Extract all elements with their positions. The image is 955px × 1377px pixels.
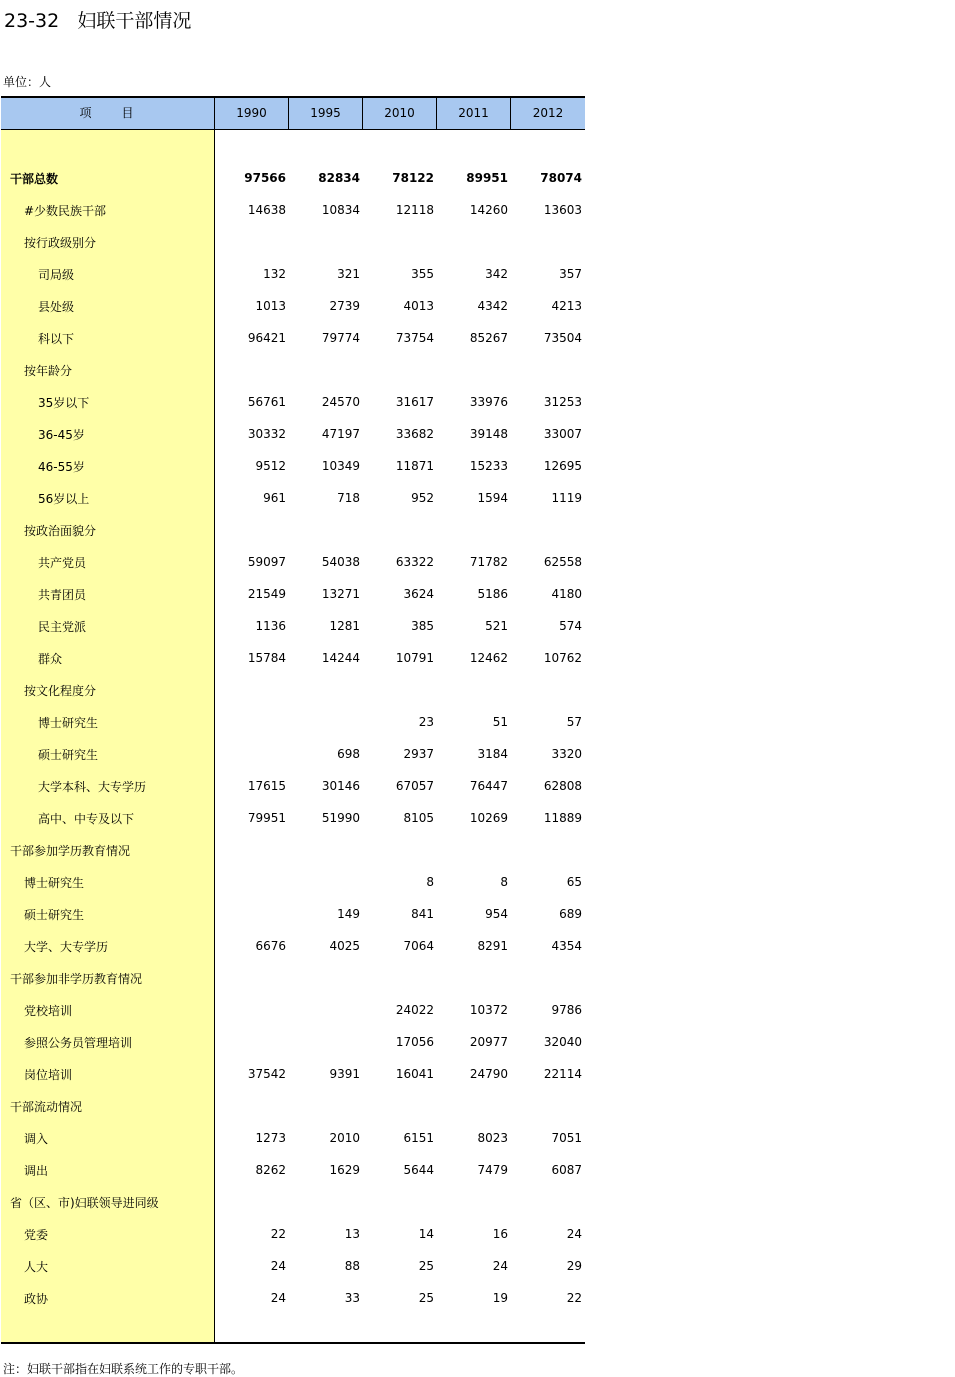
cell-value: 12695 — [543, 459, 582, 473]
row-label: 干部流动情况 — [10, 1099, 83, 1114]
data-table — [1, 96, 585, 1344]
row-label: 干部总数 — [10, 171, 59, 186]
cell-value: 73504 — [543, 331, 582, 345]
cell-value: 4013 — [403, 299, 434, 313]
cell-value: 8291 — [477, 939, 508, 953]
cell-value: 56761 — [247, 395, 286, 409]
row-label: 按文化程度分 — [24, 683, 97, 698]
row-label: 调入 — [24, 1131, 49, 1146]
cell-value: 7064 — [403, 939, 434, 953]
cell-value: 78122 — [392, 171, 434, 185]
cell-value: 13271 — [321, 587, 360, 601]
cell-value: 689 — [559, 907, 582, 921]
cell-value: 5186 — [477, 587, 508, 601]
row-label: 群众 — [38, 651, 63, 666]
cell-value: 51990 — [321, 811, 360, 825]
cell-value: 149 — [337, 907, 360, 921]
cell-value: 1281 — [329, 619, 360, 633]
cell-value: 12118 — [395, 203, 434, 217]
cell-value: 9391 — [329, 1067, 360, 1081]
cell-value: 1594 — [477, 491, 508, 505]
table-row — [1, 1122, 585, 1154]
table-row — [1, 258, 585, 290]
cell-value: 22 — [566, 1291, 582, 1305]
cell-value: 31617 — [395, 395, 434, 409]
cell-value: 14638 — [247, 203, 286, 217]
cell-value: 23 — [418, 715, 434, 729]
cell-value: 954 — [485, 907, 508, 921]
cell-value: 22114 — [543, 1067, 582, 1081]
cell-value: 20977 — [469, 1035, 508, 1049]
cell-value: 132 — [263, 267, 286, 281]
cell-value: 24 — [492, 1259, 508, 1273]
cell-value: 342 — [485, 267, 508, 281]
cell-value: 12462 — [469, 651, 508, 665]
table-row — [1, 514, 585, 546]
cell-value: 952 — [411, 491, 434, 505]
table-row — [1, 290, 585, 322]
cell-value: 25 — [418, 1291, 434, 1305]
cell-value: 65 — [566, 875, 582, 889]
cell-value: 2010 — [329, 1131, 360, 1145]
header-year-1995: 1995 — [289, 98, 363, 129]
cell-value: 8262 — [255, 1163, 286, 1177]
row-label: 博士研究生 — [38, 715, 99, 730]
cell-value: 321 — [337, 267, 360, 281]
cell-value: 15784 — [247, 651, 286, 665]
cell-value: 24022 — [395, 1003, 434, 1017]
table-header — [1, 98, 585, 130]
row-label: 按行政级别分 — [24, 235, 97, 250]
row-label: 博士研究生 — [24, 875, 85, 890]
cell-value: 6151 — [403, 1131, 434, 1145]
cell-value: 1273 — [255, 1131, 286, 1145]
cell-value: 10372 — [469, 1003, 508, 1017]
header-year-2011: 2011 — [437, 98, 511, 129]
cell-value: 2937 — [403, 747, 434, 761]
cell-value: 33 — [344, 1291, 360, 1305]
table-row — [1, 226, 585, 258]
table-row — [1, 1250, 585, 1282]
row-label: 调出 — [24, 1163, 49, 1178]
cell-value: 25 — [418, 1259, 434, 1273]
cell-value: 14244 — [321, 651, 360, 665]
table-row — [1, 418, 585, 450]
cell-value: 3320 — [551, 747, 582, 761]
row-label: 36-45岁 — [38, 427, 85, 442]
cell-value: 8 — [426, 875, 434, 889]
cell-value: 29 — [566, 1259, 582, 1273]
row-label: 人大 — [24, 1259, 49, 1274]
cell-value: 62808 — [543, 779, 582, 793]
cell-value: 17615 — [247, 779, 286, 793]
cell-value: 357 — [559, 267, 582, 281]
cell-value: 78074 — [540, 171, 582, 185]
page-title: 23-32 妇联干部情况 — [4, 10, 192, 32]
cell-value: 97566 — [244, 171, 286, 185]
cell-value: 24570 — [321, 395, 360, 409]
cell-value: 85267 — [469, 331, 508, 345]
table-row — [1, 802, 585, 834]
table-row — [1, 834, 585, 866]
row-label: 党委 — [24, 1227, 49, 1242]
cell-value: 4025 — [329, 939, 360, 953]
cell-value: 24 — [270, 1259, 286, 1273]
cell-value: 961 — [263, 491, 286, 505]
table-row — [1, 994, 585, 1026]
cell-value: 3624 — [403, 587, 434, 601]
table-row — [1, 1026, 585, 1058]
table-row — [1, 674, 585, 706]
row-label: #少数民族干部 — [24, 203, 107, 218]
cell-value: 16041 — [395, 1067, 434, 1081]
cell-value: 62558 — [543, 555, 582, 569]
cell-value: 17056 — [395, 1035, 434, 1049]
cell-value: 1013 — [255, 299, 286, 313]
cell-value: 3184 — [477, 747, 508, 761]
cell-value: 574 — [559, 619, 582, 633]
cell-value: 2739 — [329, 299, 360, 313]
table-row — [1, 386, 585, 418]
table-row — [1, 450, 585, 482]
cell-value: 63322 — [395, 555, 434, 569]
table-row — [1, 1058, 585, 1090]
row-label: 干部参加学历教育情况 — [10, 843, 131, 858]
table-row — [1, 962, 585, 994]
cell-value: 33007 — [543, 427, 582, 441]
row-label: 大学本科、大专学历 — [38, 779, 147, 794]
cell-value: 10791 — [395, 651, 434, 665]
cell-value: 31253 — [543, 395, 582, 409]
table-row — [1, 322, 585, 354]
cell-value: 89951 — [466, 171, 508, 185]
cell-value: 73754 — [395, 331, 434, 345]
row-label: 大学、大专学历 — [24, 939, 109, 954]
table-row — [1, 706, 585, 738]
cell-value: 355 — [411, 267, 434, 281]
table-row — [1, 578, 585, 610]
cell-value: 10349 — [321, 459, 360, 473]
row-label: 省（区、市)妇联领导进同级 — [10, 1195, 159, 1210]
row-label: 党校培训 — [24, 1003, 73, 1018]
cell-value: 88 — [344, 1259, 360, 1273]
header-year-2010: 2010 — [363, 98, 437, 129]
cell-value: 9512 — [255, 459, 286, 473]
cell-value: 11889 — [543, 811, 582, 825]
cell-value: 9786 — [551, 1003, 582, 1017]
cell-value: 82834 — [318, 171, 360, 185]
cell-value: 21549 — [247, 587, 286, 601]
cell-value: 13 — [344, 1227, 360, 1241]
unit-label: 单位：人 — [3, 75, 52, 89]
header-year-2012: 2012 — [532, 106, 564, 120]
row-label: 参照公务员管理培训 — [24, 1035, 133, 1050]
table-row — [1, 162, 585, 194]
table-row — [1, 1090, 585, 1122]
cell-value: 4342 — [477, 299, 508, 313]
cell-value: 4180 — [551, 587, 582, 601]
row-label: 共产党员 — [38, 555, 87, 570]
cell-value: 15233 — [469, 459, 508, 473]
row-label: 岗位培训 — [24, 1067, 73, 1082]
table-row — [1, 1218, 585, 1250]
table-row — [1, 738, 585, 770]
cell-value: 67057 — [395, 779, 434, 793]
table-row — [1, 546, 585, 578]
row-label: 按政治面貌分 — [24, 523, 97, 538]
table-row — [1, 354, 585, 386]
table-row — [1, 1282, 585, 1314]
table-row — [1, 930, 585, 962]
row-label: 硕士研究生 — [38, 747, 99, 762]
cell-value: 14 — [418, 1227, 434, 1241]
cell-value: 96421 — [247, 331, 286, 345]
table-row — [1, 898, 585, 930]
cell-value: 47197 — [321, 427, 360, 441]
row-label: 干部参加非学历教育情况 — [10, 971, 143, 986]
header-item: 项 目 — [1, 98, 215, 129]
cell-value: 4354 — [551, 939, 582, 953]
cell-value: 24 — [566, 1227, 582, 1241]
cell-value: 8023 — [477, 1131, 508, 1145]
cell-value: 10834 — [321, 203, 360, 217]
table-row — [1, 194, 585, 226]
row-label: 高中、中专及以下 — [38, 811, 135, 826]
cell-value: 841 — [411, 907, 434, 921]
table-row — [1, 866, 585, 898]
row-label: 56岁以上 — [38, 491, 90, 506]
cell-value: 30146 — [321, 779, 360, 793]
cell-value: 4213 — [551, 299, 582, 313]
cell-value: 22 — [270, 1227, 286, 1241]
cell-value: 6676 — [255, 939, 286, 953]
cell-value: 30332 — [247, 427, 286, 441]
row-label: 按年龄分 — [24, 363, 73, 378]
table-body — [1, 162, 585, 1314]
cell-value: 32040 — [543, 1035, 582, 1049]
cell-value: 698 — [337, 747, 360, 761]
cell-value: 1119 — [551, 491, 582, 505]
cell-value: 54038 — [321, 555, 360, 569]
cell-value: 11871 — [395, 459, 434, 473]
cell-value: 51 — [492, 715, 508, 729]
cell-value: 521 — [485, 619, 508, 633]
cell-value: 59097 — [247, 555, 286, 569]
table-row — [1, 610, 585, 642]
cell-value: 14260 — [469, 203, 508, 217]
cell-value: 79774 — [321, 331, 360, 345]
cell-value: 385 — [411, 619, 434, 633]
cell-value: 6087 — [551, 1163, 582, 1177]
table-row — [1, 770, 585, 802]
footnote: 注：妇联干部指在妇联系统工作的专职干部。 — [3, 1362, 244, 1376]
cell-value: 10269 — [469, 811, 508, 825]
cell-value: 71782 — [469, 555, 508, 569]
row-label: 科以下 — [38, 331, 75, 346]
cell-value: 39148 — [469, 427, 508, 441]
cell-value: 5644 — [403, 1163, 434, 1177]
cell-value: 24790 — [469, 1067, 508, 1081]
row-label: 政协 — [24, 1291, 49, 1306]
cell-value: 1136 — [255, 619, 286, 633]
cell-value: 7479 — [477, 1163, 508, 1177]
row-label: 35岁以下 — [38, 395, 90, 410]
cell-value: 10762 — [543, 651, 582, 665]
cell-value: 33682 — [395, 427, 434, 441]
row-label: 民主党派 — [38, 619, 87, 634]
cell-value: 19 — [492, 1291, 508, 1305]
cell-value: 33976 — [469, 395, 508, 409]
cell-value: 718 — [337, 491, 360, 505]
row-label: 共青团员 — [38, 587, 87, 602]
cell-value: 57 — [566, 715, 582, 729]
table-row — [1, 482, 585, 514]
cell-value: 16 — [492, 1227, 508, 1241]
cell-value: 37542 — [247, 1067, 286, 1081]
header-year-1990: 1990 — [215, 98, 289, 129]
cell-value: 13603 — [543, 203, 582, 217]
cell-value: 7051 — [551, 1131, 582, 1145]
table-row — [1, 1186, 585, 1218]
row-label: 县处级 — [38, 299, 75, 314]
row-label: 司局级 — [38, 267, 75, 282]
row-label: 硕士研究生 — [24, 907, 85, 922]
row-label: 46-55岁 — [38, 459, 85, 474]
cell-value: 8105 — [403, 811, 434, 825]
cell-value: 76447 — [469, 779, 508, 793]
cell-value: 79951 — [247, 811, 286, 825]
cell-value: 8 — [500, 875, 508, 889]
table-row — [1, 1154, 585, 1186]
cell-value: 1629 — [329, 1163, 360, 1177]
table-row — [1, 642, 585, 674]
cell-value: 24 — [270, 1291, 286, 1305]
